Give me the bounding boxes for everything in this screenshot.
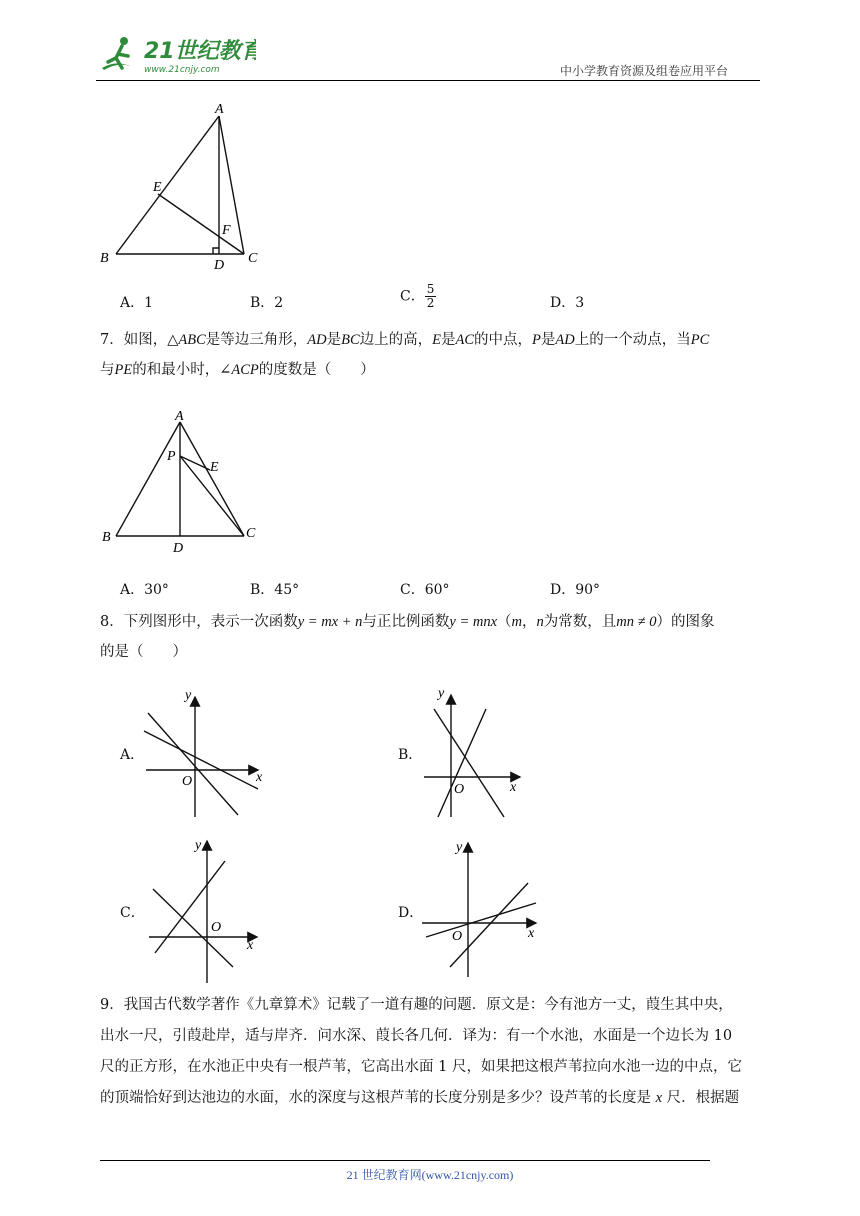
label-a: A	[215, 102, 224, 117]
q6-choice-c-prefix: C．	[400, 288, 425, 305]
q8-graph-c[interactable]	[145, 835, 275, 985]
label-d: D	[173, 541, 184, 556]
q7-question-text	[100, 325, 760, 385]
svg-text:y: y	[195, 838, 202, 853]
q9-line-1: 9．我国古代数学著作《九章算术》记载了一道有趣的问题．原文是：今有池方一丈，葭生其中央，	[100, 997, 733, 1013]
fraction-five-halves: $\frac{5}{2}$	[426, 282, 435, 310]
q9-line-2: 出水一尺，引葭赴岸，适与岸齐．问水深、葭长各几何．译为：有一个水池，水面是一个边长为 10	[100, 1028, 733, 1044]
label-c: C	[248, 251, 258, 266]
q8-graph-b[interactable]	[418, 685, 548, 820]
q7-choice-a[interactable]: A．30°	[120, 582, 169, 598]
label-p: P	[167, 449, 176, 464]
svg-text:www.21cnjy.com: www.21cnjy.com	[144, 65, 220, 75]
svg-text:O: O	[182, 774, 193, 789]
label-b: B	[100, 251, 109, 266]
q7-equilateral-figure	[96, 404, 276, 556]
label-e: E	[210, 460, 219, 475]
label-b: B	[102, 530, 111, 545]
footer-link[interactable]: 21 世纪教育网(www.21cnjy.com)	[346, 1168, 514, 1182]
q9-line-3: 尺的正方形，在水池正中央有一根芦苇，它高出水面 1 尺，如果把这根芦苇拉向水池一边的中点，它	[100, 1059, 742, 1075]
q9-question-text	[100, 990, 760, 1114]
q7-line-2: 与PE的和最小时，∠ACP的度数是（ ）	[100, 362, 375, 378]
svg-text:x: x	[256, 770, 263, 785]
q8-line-1: 8．下列图形中，表示一次函数y = mx + n与正比例函数y = mnx（m，n为常数，且mn ≠ 0）的图象	[100, 614, 715, 630]
q8-question-text	[100, 607, 760, 667]
site-logo	[96, 32, 256, 80]
q6-choice-b[interactable]: B．2	[250, 295, 284, 311]
q8-option-a[interactable]: A．	[120, 747, 145, 763]
svg-text:x: x	[510, 780, 517, 795]
q8-graph-a[interactable]	[140, 685, 270, 820]
header-divider	[96, 80, 760, 81]
svg-text:y: y	[185, 688, 192, 703]
svg-text:21世纪教育: 21世纪教育	[144, 39, 256, 64]
q8-line-2: 的是（ ）	[100, 644, 187, 660]
svg-text:x: x	[247, 938, 254, 953]
q7-choice-c[interactable]: C．60°	[400, 582, 450, 598]
q6-triangle-figure	[96, 100, 276, 272]
q8-option-b[interactable]: B．	[398, 747, 423, 763]
svg-text:y: y	[438, 686, 445, 701]
label-d: D	[214, 258, 225, 272]
q7-line-1: 7．如图，△ABC是等边三角形，AD是BC边上的高，E是AC的中点，P是AD上的一个动点，当PC	[100, 332, 710, 348]
q9-line-4: 的顶端恰好到达池边的水面，水的深度与这根芦苇的长度分别是多少？设芦苇的长度是 x 尺．根据题	[100, 1090, 740, 1106]
svg-text:x: x	[528, 926, 535, 941]
label-f: F	[222, 223, 231, 238]
q7-choice-d[interactable]: D．90°	[550, 582, 601, 598]
q8-graph-d[interactable]	[418, 835, 548, 985]
label-a: A	[175, 409, 184, 424]
q8-option-c[interactable]: C．	[120, 905, 145, 921]
header-platform-text: 中小学教育资源及组卷应用平台	[560, 64, 729, 78]
q6-choice-a[interactable]: A．1	[120, 295, 154, 311]
label-e: E	[153, 180, 162, 195]
q6-choice-c[interactable]	[400, 283, 436, 310]
svg-text:y: y	[456, 840, 463, 855]
svg-text:O: O	[452, 929, 463, 944]
footer-divider	[100, 1160, 710, 1161]
svg-text:O: O	[454, 782, 465, 797]
svg-text:O: O	[211, 920, 222, 935]
q8-option-d[interactable]: D．	[398, 905, 424, 921]
label-c: C	[246, 526, 256, 541]
q7-choice-b[interactable]: B．45°	[250, 582, 300, 598]
q6-choice-d[interactable]: D．3	[550, 295, 585, 311]
